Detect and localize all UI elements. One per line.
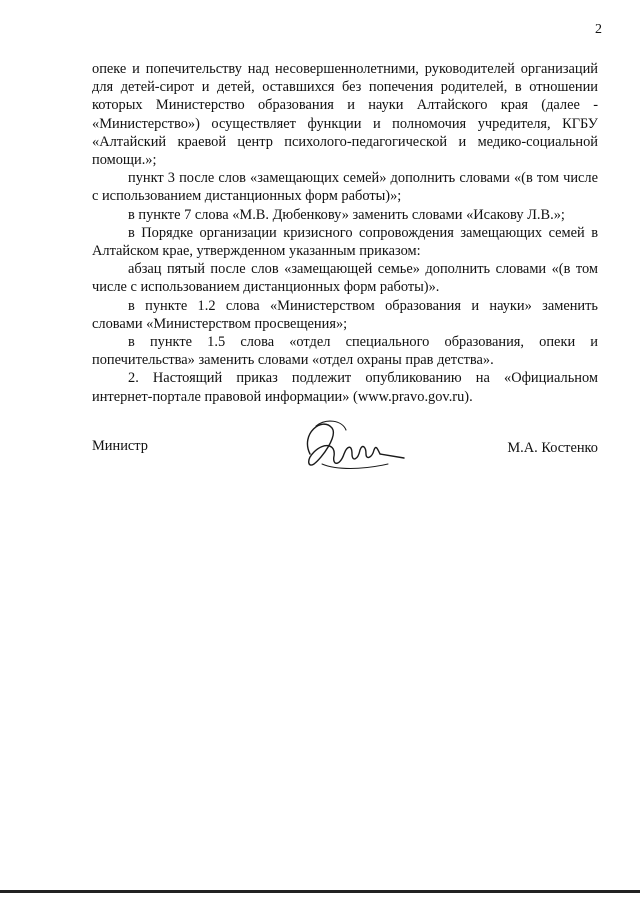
handwritten-signature [292,414,412,478]
paragraph: в пункте 7 слова «М.В. Дюбенкову» заменить словами «Исакову Л.В.»; [128,206,565,223]
scan-edge-rule [0,890,640,893]
paragraph: опеке и попечительству над несовершеннолетними, руководителей организаций для детей-сирот и детей, оставшихся без попечения родителей, в отношении которых Министерство образования и науки Алтайского края (далее - «Министерство») осуществляет функции и полномочия учредителя, КГБУ «Алтайский краевой центр психолого-педагогической и медико-социальной помощи.»; [92,61,598,169]
signatory-name: М.А. Костенко [507,440,598,456]
document-body [92,60,598,406]
page-number: 2 [595,22,602,37]
paragraph: абзац пятый после слов «замещающей семье» дополнить словами «(в том числе с использованием дистанционных форм работы)». [92,261,598,296]
paragraph: в пункте 1.5 слова «отдел специального образования, опеки и попечительства» заменить словами «отдел охраны прав детства». [92,334,598,369]
paragraph: в пункте 1.2 слова «Министерством образования и науки» заменить словами «Министерством просвещения»; [92,297,598,332]
paragraph: в Порядке организации кризисного сопровождения замещающих семей в Алтайском крае, утвержденном указанным приказом: [92,224,598,260]
signature-block [92,420,598,480]
paragraph: пункт 3 после слов «замещающих семей» дополнить словами «(в том числе с использованием дистанционных форм работы)»; [92,170,598,205]
signatory-title: Министр [92,438,148,454]
paragraph: 2. Настоящий приказ подлежит опубликованию на «Официальном интернет-портале правовой информации» (www.pravo.gov.ru). [92,370,598,405]
